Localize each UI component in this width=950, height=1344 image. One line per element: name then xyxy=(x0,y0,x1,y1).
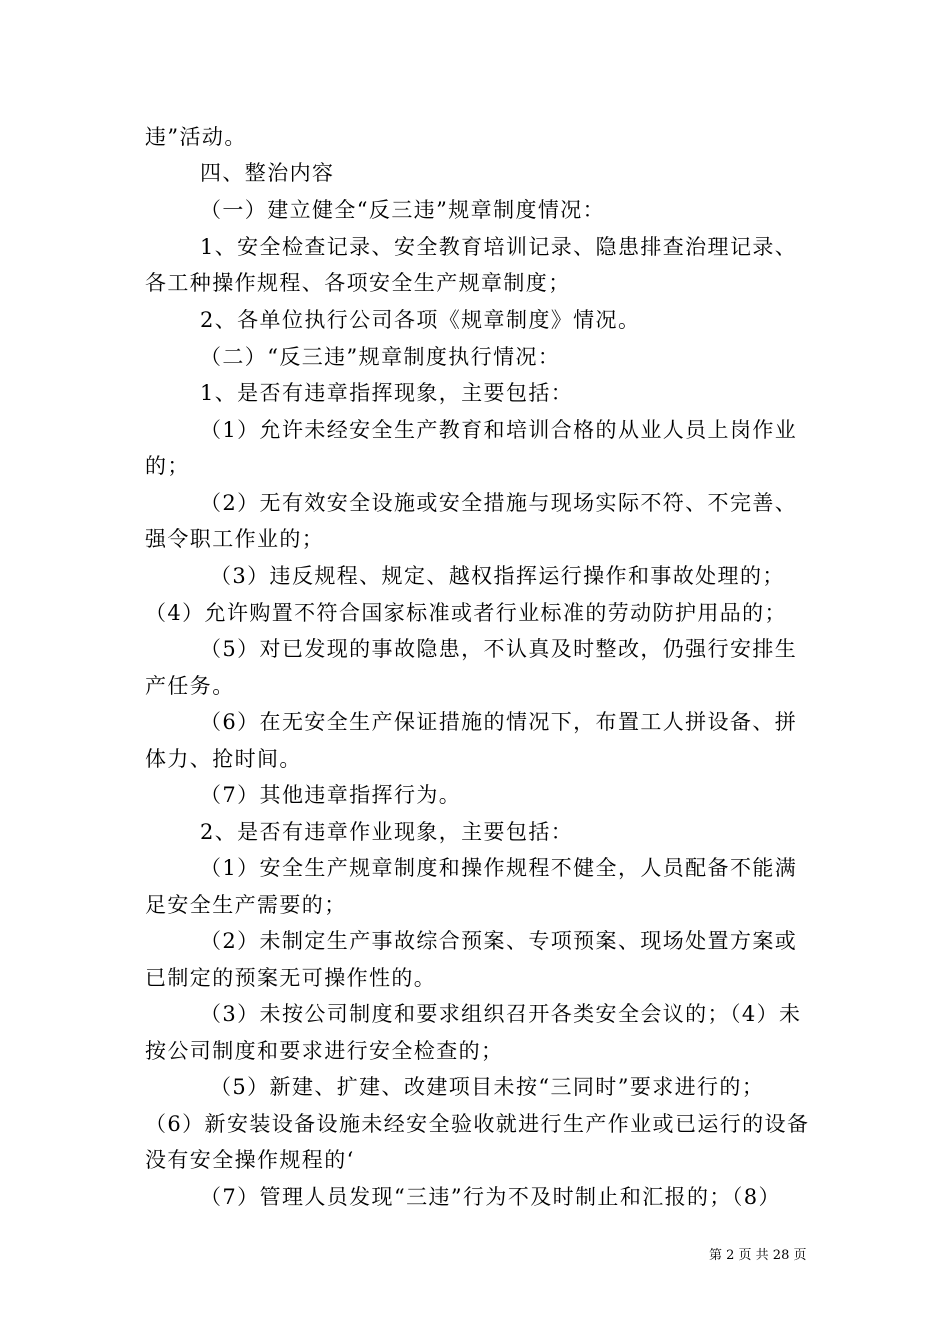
subsection-heading: （二）“反三违”规章制度执行情况： xyxy=(200,345,561,369)
text-line: 1、安全检查记录、安全教育培训记录、隐患排查治理记录、 xyxy=(200,235,798,259)
text-line: （3）违反规程、规定、越权指挥运行操作和事故处理的； xyxy=(210,564,785,588)
text-line: （1）安全生产规章制度和操作规程不健全，人员配备不能满 xyxy=(200,856,798,880)
text-line: 各工种操作规程、各项安全生产规章制度； xyxy=(145,271,571,295)
text-line: （3）未按公司制度和要求组织召开各类安全会议的；（4）未 xyxy=(200,1002,802,1026)
text-line: （7）其他违章指挥行为。 xyxy=(200,783,462,807)
text-line: （1）允许未经安全生产教育和培训合格的从业人员上岗作业 xyxy=(200,418,798,442)
text-line: 已制定的预案无可操作性的。 xyxy=(145,966,437,990)
text-line: （7）管理人员发现“三违”行为不及时制止和汇报的；（8） xyxy=(200,1185,781,1209)
text-line: （5）对已发现的事故隐患，不认真及时整改，仍强行安排生 xyxy=(200,637,798,661)
text-line: 违”活动。 xyxy=(145,125,247,149)
text-line: 足安全生产需要的； xyxy=(145,893,347,917)
text-line: 没有安全操作规程的‘ xyxy=(145,1148,355,1172)
text-line: 强令职工作业的； xyxy=(145,527,325,551)
text-line: 按公司制度和要求进行安全检查的； xyxy=(145,1039,504,1063)
page-number: 第 2 页 共 28 页 xyxy=(709,1248,807,1263)
text-line: （6）在无安全生产保证措施的情况下，布置工人拼设备、拼 xyxy=(200,710,798,734)
text-line: （5）新建、扩建、改建项目未按“三同时”要求进行的； xyxy=(210,1075,765,1099)
text-line: （2）无有效安全设施或安全措施与现场实际不符、不完善、 xyxy=(200,491,798,515)
text-line: 1、是否有违章指挥现象，主要包括： xyxy=(200,381,574,405)
text-line: 2、各单位执行公司各项《规章制度》情况。 xyxy=(200,308,641,332)
text-line: （2）未制定生产事故综合预案、专项预案、现场处置方案或 xyxy=(200,929,798,953)
text-line: （4）允许购置不符合国家标准或者行业标准的劳动防护用品的； xyxy=(145,601,787,625)
subsection-heading: （一）建立健全“反三违”规章制度情况： xyxy=(200,198,606,222)
text-line: 体力、抢时间。 xyxy=(145,747,302,771)
text-line: （6）新安装设备设施未经安全验收就进行生产作业或已运行的设备 xyxy=(145,1112,810,1136)
text-line: 产任务。 xyxy=(145,674,235,698)
text-line: 2、是否有违章作业现象，主要包括： xyxy=(200,820,574,844)
text-line: 的； xyxy=(145,454,190,478)
section-heading: 四、整治内容 xyxy=(200,161,335,185)
